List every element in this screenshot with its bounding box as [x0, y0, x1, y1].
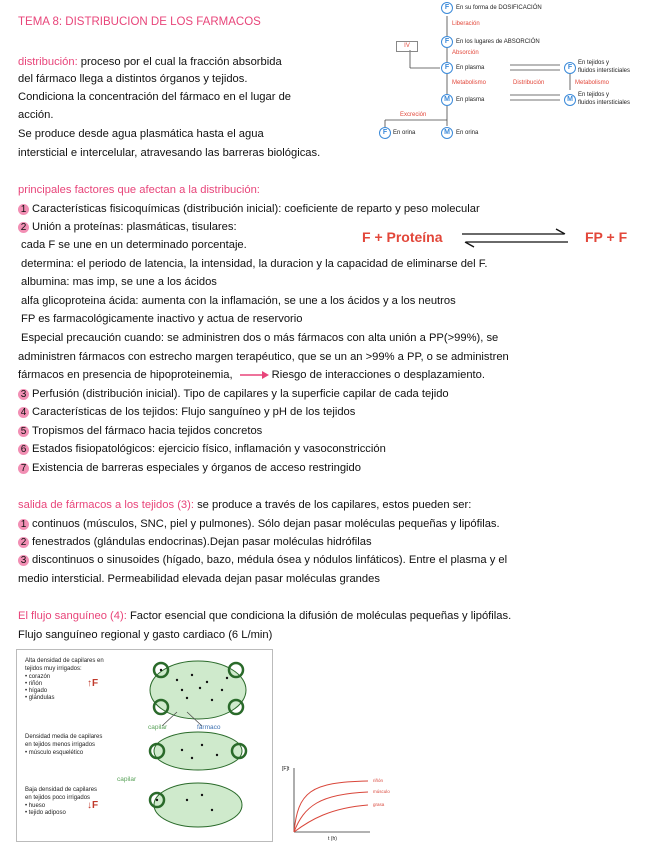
- label-orina-m: En orina: [456, 130, 479, 136]
- number-badge: 3: [18, 389, 29, 400]
- salida-3: [18, 553, 507, 567]
- factor-5-text: Tropismos del fármaco hacia tejidos concretos: [32, 425, 263, 437]
- number-badge: 1: [18, 204, 29, 215]
- number-badge: 2: [18, 222, 29, 233]
- number-badge: 1: [18, 519, 29, 530]
- factor-1-text: Características fisicoquímicas (distribución inicial): coeficiente de reparto y peso molecular: [32, 203, 480, 215]
- media-densidad-1: Densidad media de capilares: [25, 734, 103, 740]
- organ-adiposo: • tejido adiposo: [25, 810, 66, 816]
- intro-line-1: [18, 55, 282, 69]
- iv-box: IV: [396, 41, 418, 52]
- factor-2h-text: fármacos en presencia de hipoproteinemia,: [18, 369, 233, 381]
- number-badge: 7: [18, 463, 29, 474]
- factor-2e: FP es farmacológicamente inactivo y actua de reservorio: [21, 313, 303, 325]
- factor-4: [18, 405, 355, 419]
- organ-musculo: • músculo esquelético: [25, 750, 84, 756]
- equation-left-text: F + Proteína: [362, 229, 443, 245]
- label-distribucion: Distribución: [513, 80, 545, 86]
- m-node-orina: M: [441, 127, 453, 139]
- series-label-1: riñón: [373, 778, 384, 783]
- salida-1: [18, 517, 500, 531]
- label-metabolismo-tejidos: Metabolismo: [575, 80, 610, 86]
- salida-3b: medio intersticial. Permeabilidad elevada dejan pasar moléculas grandes: [18, 573, 380, 585]
- number-badge: 6: [18, 444, 29, 455]
- factor-2c: albumina: mas imp, se une a los ácidos: [21, 276, 217, 288]
- factor-2-text: Unión a proteínas: plasmáticas, tisulares:: [32, 221, 237, 233]
- factor-3: [18, 387, 449, 401]
- distribucion-term: distribución:: [18, 56, 78, 68]
- intro-line-5: Se produce desde agua plasmática hasta el agua: [18, 128, 264, 140]
- number-badge: 3: [18, 555, 29, 566]
- flow-down-indicator: ↓F: [87, 800, 99, 811]
- organ-glandulas: • glándulas: [25, 695, 55, 701]
- equation-right: FP + F: [585, 229, 628, 245]
- label-plasma-m: En plasma: [456, 97, 485, 103]
- f-node-plasma: F: [441, 62, 453, 74]
- flow-up-indicator: ↑F: [87, 678, 99, 689]
- organ-higado: • hígado: [25, 688, 48, 694]
- salida-2-text: fenestrados (glándulas endocrinas).Dejan pasar moléculas hidrófilas: [32, 536, 372, 548]
- factor-7-text: Existencia de barreras especiales y órganos de acceso restringido: [32, 462, 361, 474]
- factor-2f: Especial precaución cuando: se administren dos o más fármacos con alta unión a PP(>99%), se: [21, 332, 499, 344]
- baja-densidad-1: Baja densidad de capilares: [25, 787, 98, 793]
- organ-hueso: • hueso: [25, 803, 46, 809]
- alta-densidad-1: Alta densidad de capilares en: [25, 658, 104, 664]
- graph-xlabel: t (h): [328, 836, 337, 842]
- flujo-text: Factor esencial que condiciona la difusión de moléculas pequeñas y lipófilas.: [126, 610, 512, 622]
- factor-2h: [18, 368, 485, 382]
- organ-rinon: • riñón: [25, 681, 43, 687]
- label-tejidos-2: fluidos intersticiales: [578, 68, 631, 74]
- salida-heading: [18, 498, 471, 512]
- label-excrecion: Excreción: [400, 112, 427, 118]
- graph-ylabel: [F]t: [282, 766, 290, 772]
- salida-2: [18, 535, 372, 549]
- intro-line-2: del fármaco llega a distintos órganos y tejidos.: [18, 73, 248, 85]
- factor-2d: alfa glicoproteina ácida: aumenta con la inflamación, se une a los ácidos y a los neutros: [21, 295, 456, 307]
- label-lugares-absorcion: En los lugares de ABSORCIÓN: [456, 39, 540, 45]
- flujo-line-2: Flujo sanguíneo regional y gasto cardiaco (6 L/min): [18, 629, 273, 641]
- number-badge: 4: [18, 407, 29, 418]
- capilar-label-1: capilar: [148, 724, 168, 731]
- factor-5: [18, 424, 262, 438]
- salida-text: se produce a través de los capilares, estos pueden ser:: [193, 499, 472, 511]
- f-node-dosificacion: F: [441, 2, 453, 14]
- factor-6-text: Estados fisiopatológicos: ejercicio físico, inflamación y vasoconstricción: [32, 443, 386, 455]
- capilar-label-2: capilar: [117, 776, 137, 783]
- factor-2g: administren fármacos con estrecho margen terapéutico, que se un an >99% a PP, o se administren: [18, 351, 509, 363]
- intro-line-4: acción.: [18, 109, 54, 121]
- m-node-plasma: M: [441, 94, 453, 106]
- series-label-3: grasa: [373, 802, 385, 807]
- equilibrium-arrows-icon: [460, 227, 570, 249]
- media-densidad-2: en tejidos menos irrigados: [25, 742, 96, 748]
- organ-corazon: • corazón: [25, 674, 51, 680]
- factor-7: [18, 461, 361, 475]
- alta-densidad-2: tejidos muy irrigados:: [25, 666, 82, 672]
- pk-flow-diagram: [370, 0, 646, 142]
- factor-2a: cada F se une en un determinado porcentaje.: [21, 239, 247, 251]
- capillary-density-figure: [16, 649, 273, 842]
- f-node-orina: F: [379, 127, 391, 139]
- concentration-time-graph: [280, 762, 400, 848]
- factor-3-text: Perfusión (distribución inicial). Tipo de capilares y la superficie capilar de cada tejido: [32, 388, 449, 400]
- label-tejidos-m-1: En tejidos y: [578, 92, 610, 98]
- f-node-absorcion: F: [441, 36, 453, 48]
- equation-left: [362, 229, 443, 245]
- farmaco-label: fármaco: [197, 724, 221, 731]
- m-node-tejidos: M: [564, 94, 576, 106]
- factor-2: [18, 220, 237, 234]
- salida-heading-text: salida de fármacos a los tejidos (3):: [18, 499, 194, 511]
- arrow-right-icon: [238, 370, 270, 380]
- f-node-tejidos: F: [564, 62, 576, 74]
- factores-heading: principales factores que afectan a la distribución:: [18, 184, 260, 196]
- factor-4-text: Características de los tejidos: Flujo sanguíneo y pH de los tejidos: [32, 406, 356, 418]
- label-orina-f: En orina: [393, 130, 416, 136]
- label-metabolismo: Metabolismo: [452, 80, 487, 86]
- baja-densidad-2: en tejidos poco irrigados: [25, 795, 91, 801]
- intro-line-3: Condiciona la concentración del fármaco en el lugar de: [18, 91, 292, 103]
- intro-text-1: proceso por el cual la fracción absorbida: [77, 56, 282, 68]
- number-badge: 2: [18, 537, 29, 548]
- label-dosificacion: En su forma de DOSIFICACIÓN: [456, 5, 542, 11]
- series-label-2: músculo: [373, 789, 390, 794]
- salida-3-text: discontinuos o sinusoides (hígado, bazo, médula ósea y nódulos linfáticos). Entre el plasma y el: [32, 554, 508, 566]
- factor-2i-text: Riesgo de interacciones o desplazamiento.: [271, 369, 485, 381]
- number-badge: 5: [18, 426, 29, 437]
- flujo-heading: [18, 609, 511, 623]
- label-liberacion: Liberación: [452, 21, 480, 27]
- page-title: TEMA 8: DISTRIBUCION DE LOS FARMACOS: [18, 16, 261, 28]
- label-tejidos-1: En tejidos y: [578, 60, 610, 66]
- intro-line-6: intersticial e intercelular, atravesando las barreras biológicas.: [18, 147, 321, 159]
- flujo-heading-text: El flujo sanguíneo (4):: [18, 610, 127, 622]
- label-absorcion: Absorción: [452, 50, 479, 56]
- label-tejidos-m-2: fluidos intersticiales: [578, 100, 631, 106]
- factor-6: [18, 442, 386, 456]
- label-plasma-f: En plasma: [456, 65, 485, 71]
- factor-1: [18, 202, 480, 216]
- salida-1-text: continuos (músculos, SNC, piel y pulmones). Sólo dejan pasar moléculas pequeñas y lipófilas.: [32, 518, 500, 530]
- factor-2b: determina: el periodo de latencia, la intensidad, la duracion y la capacidad de eliminarse del F.: [21, 258, 488, 270]
